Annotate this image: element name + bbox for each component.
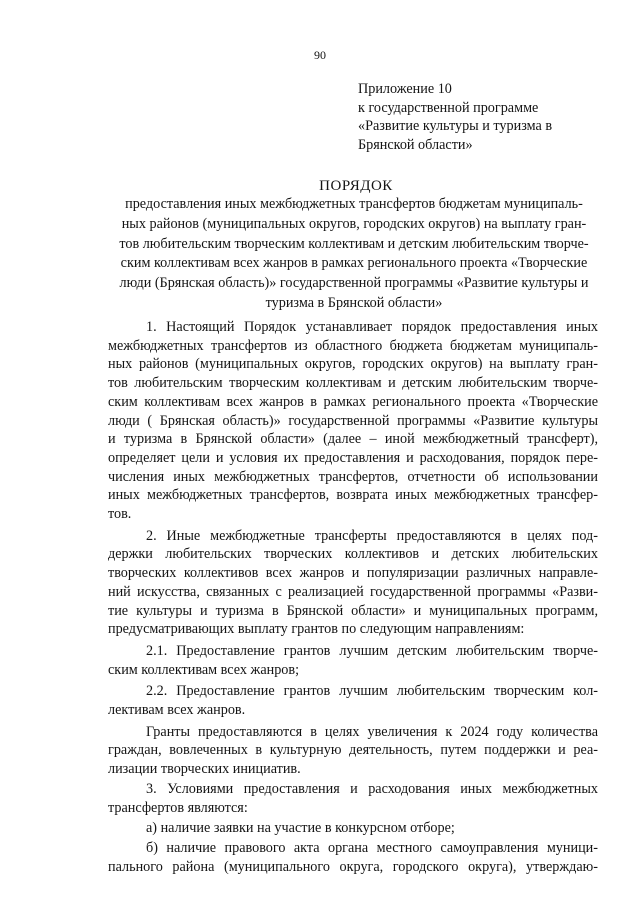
text-line: ским коллективам всех жанров в рамках регионального проекта «Творческие <box>108 393 598 410</box>
text-line: тие культуры и туризма в Брянской области» и муниципальных программ, <box>108 602 598 619</box>
subtitle-line: предоставления иных межбюджетных трансфертов бюджетам муниципаль- <box>125 196 583 212</box>
text-line: тов. <box>108 506 132 523</box>
text-line: и туризма в Брянской области» (далее – иной межбюджетный трансферт), <box>108 431 598 448</box>
text-line: лизации творческих инициатив. <box>108 761 301 778</box>
appendix-line: к государственной программе <box>358 99 539 116</box>
text-line: а) наличие заявки на участие в конкурсном отборе; <box>146 820 455 837</box>
paragraph-2-2 <box>108 682 598 719</box>
paragraph-2 <box>108 527 598 639</box>
paragraph-2-1 <box>108 642 598 679</box>
text-line: определяет цели и условия их предоставления и расходования, порядок пере- <box>108 449 598 466</box>
page-number: 90 <box>314 48 326 62</box>
text-line: 1. Настоящий Порядок устанавливает порядок предоставления иных <box>146 319 598 335</box>
text-line: 3. Условиями предоставления и расходования иных межбюджетных <box>146 781 598 798</box>
text-line: трансфертов являются: <box>108 800 248 817</box>
text-line: 2. Иные межбюджетные трансферты предоставляются в целях под- <box>146 527 598 544</box>
subtitle-line: ных районов (муниципальных округов, городских округов) на выплату гран- <box>121 215 587 232</box>
paragraph-1 <box>108 318 598 524</box>
text-line: пального района (муниципального округа, городского округа), утверждаю- <box>108 859 598 876</box>
document-body <box>108 318 598 877</box>
subtitle-line: ским коллективам всех жанров в рамках регионального проекта «Творческие <box>120 255 588 272</box>
paragraph-3-a <box>108 819 598 838</box>
text-line: тов любительским творческим коллективам и детским любительским творче- <box>108 375 598 392</box>
text-line: ных районов (муниципальных округов, городских округов) на выплату гран- <box>108 356 598 373</box>
paragraph-3 <box>108 780 598 817</box>
text-line: числения иных межбюджетных трансфертов, отчетности об использовании <box>108 468 598 485</box>
text-line: 2.2. Предоставление грантов лучшим любительским творческим кол- <box>146 683 598 700</box>
text-line: ским коллективам всех жанров; <box>108 661 300 678</box>
subtitle-line: туризма в Брянской области» <box>265 294 443 311</box>
appendix-header <box>358 80 628 154</box>
appendix-line: Брянской области» <box>358 136 473 153</box>
subtitle-line: люди (Брянская область)» государственной программы «Развитие культуры и <box>119 275 589 292</box>
text-line: предусматривающих выплату грантов по следующим направлениям: <box>108 621 525 638</box>
paragraph-3-b <box>108 839 598 876</box>
document-subtitle <box>104 195 604 314</box>
text-line: Гранты предоставляются в целях увеличения к 2024 году количества <box>146 723 598 740</box>
appendix-line: Приложение 10 <box>358 81 452 97</box>
subtitle-line: тов любительским творческим коллективам и детским любительским творче- <box>119 235 589 252</box>
text-line: лективам всех жанров. <box>108 702 246 719</box>
document-title: ПОРЯДОК <box>319 178 393 194</box>
text-line: 2.1. Предоставление грантов лучшим детским любительским творче- <box>146 642 598 659</box>
text-line: межбюджетных трансфертов из областного бюджета бюджетам муниципаль- <box>108 337 598 354</box>
text-line: ний искусства, связанных с реализацией государственной программы «Разви- <box>108 583 598 600</box>
appendix-line: «Развитие культуры и туризма в <box>358 118 553 134</box>
text-line: творческих коллективов всех жанров и популяризации различных направле- <box>108 565 598 582</box>
text-line: граждан, вовлеченных в культурную деятельность, путем поддержки и реа- <box>108 742 598 759</box>
paragraph-grants <box>108 723 598 779</box>
text-line: держки любительских творческих коллективов и детских любительских <box>108 546 598 563</box>
text-line: люди ( Брянская область)» государственной программы «Развитие культуры <box>108 412 598 429</box>
text-line: б) наличие правового акта органа местного самоуправления муници- <box>146 840 598 857</box>
text-line: иных межбюджетных трансфертов, возврата иных межбюджетных трансфер- <box>108 487 598 504</box>
